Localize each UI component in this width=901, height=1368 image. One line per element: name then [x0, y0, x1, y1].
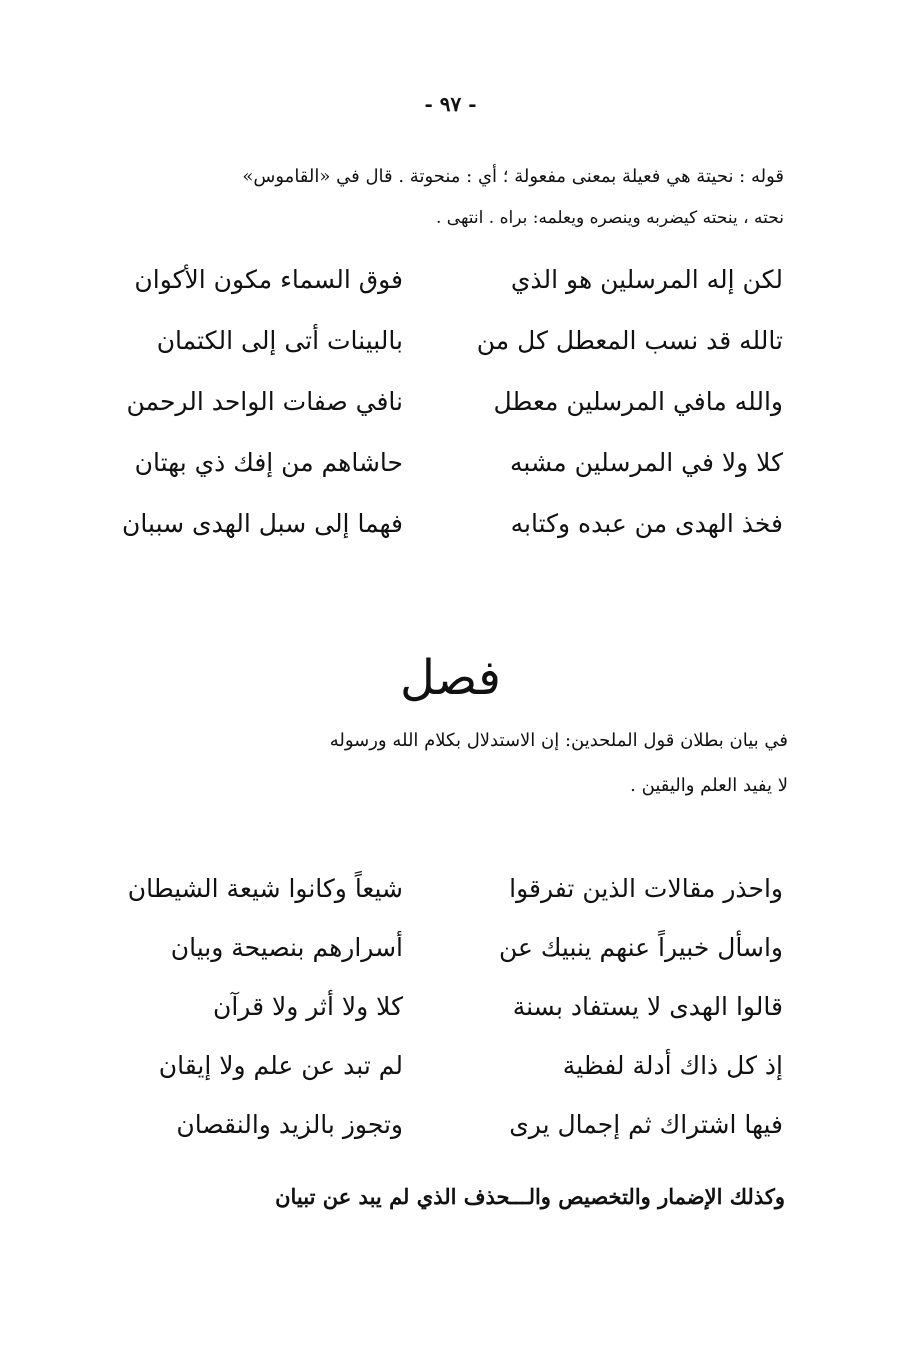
- verse-second-hemistich: فوق السماء مكون الأكوان: [134, 265, 403, 294]
- verse-second-hemistich: أسرارهم بنصيحة وبيان: [170, 933, 403, 962]
- verse-first-hemistich: واسأل خبيراً عنهم ينبيك عن: [498, 933, 783, 962]
- footnote-line-2: نحته ، ينحته كيضربه وينصره ويعلمه: براه . انتهى .: [435, 208, 784, 228]
- verse: [0, 992, 901, 1051]
- footnote-line-1: قوله : نحيتة هي فعيلة بمعنى مفعولة ؛ أي : منحوتة . قال في «القاموس»: [242, 166, 784, 187]
- poem-block-bottom: [0, 874, 901, 1169]
- verse: [0, 933, 901, 992]
- page-number: - ٩٧ -: [424, 92, 477, 116]
- verse-second-hemistich: نافي صفات الواحد الرحمن: [126, 387, 403, 416]
- verse-second-hemistich: حاشاهم من إفك ذي بهتان: [134, 448, 403, 477]
- verse-first-hemistich: كلا ولا في المرسلين مشبه: [510, 448, 783, 477]
- verse-first-hemistich: تالله قد نسب المعطل كل من: [476, 326, 783, 355]
- section-description-line-1: في بيان بطلان قول الملحدين: إن الاستدلال بكلام الله ورسوله: [329, 730, 788, 751]
- verse-first-hemistich: والله مافي المرسلين معطل: [493, 387, 783, 416]
- verse-second-hemistich: وتجوز بالزيد والنقصان: [176, 1110, 403, 1139]
- verse-first-hemistich: قالوا الهدى لا يستفاد بسنة: [512, 992, 783, 1021]
- verse-first-hemistich: واحذر مقالات الذين تفرقوا: [509, 874, 783, 903]
- verse-first-hemistich: لكن إله المرسلين هو الذي: [510, 265, 783, 294]
- verse: [0, 387, 901, 448]
- last-verse-line: وكذلك الإضمار والتخصيص والـــحذف الذي لم يبد عن تبيان: [275, 1184, 785, 1209]
- verse: [0, 1110, 901, 1169]
- section-description-line-2: لا يفيد العلم واليقين .: [630, 775, 788, 796]
- verse-second-hemistich: شيعاً وكانوا شيعة الشيطان: [127, 874, 403, 903]
- verse-second-hemistich: كلا ولا أثر ولا قرآن: [212, 992, 403, 1021]
- verse: [0, 265, 901, 326]
- verse-second-hemistich: بالبينات أتى إلى الكتمان: [156, 326, 403, 355]
- poem-block-top: [0, 265, 901, 570]
- verse: [0, 448, 901, 509]
- verse: [0, 509, 901, 570]
- verse-second-hemistich: لم تبد عن علم ولا إيقان: [158, 1051, 403, 1080]
- verse: [0, 326, 901, 387]
- verse: [0, 1051, 901, 1110]
- verse-first-hemistich: فيها اشتراك ثم إجمال يرى: [509, 1110, 783, 1139]
- verse-first-hemistich: فخذ الهدى من عبده وكتابه: [510, 509, 783, 538]
- verse-first-hemistich: إذ كل ذاك أدلة لفظية: [562, 1051, 783, 1080]
- section-heading: فصل: [400, 650, 501, 706]
- verse: [0, 874, 901, 933]
- verse-second-hemistich: فهما إلى سبل الهدى سببان: [122, 509, 403, 538]
